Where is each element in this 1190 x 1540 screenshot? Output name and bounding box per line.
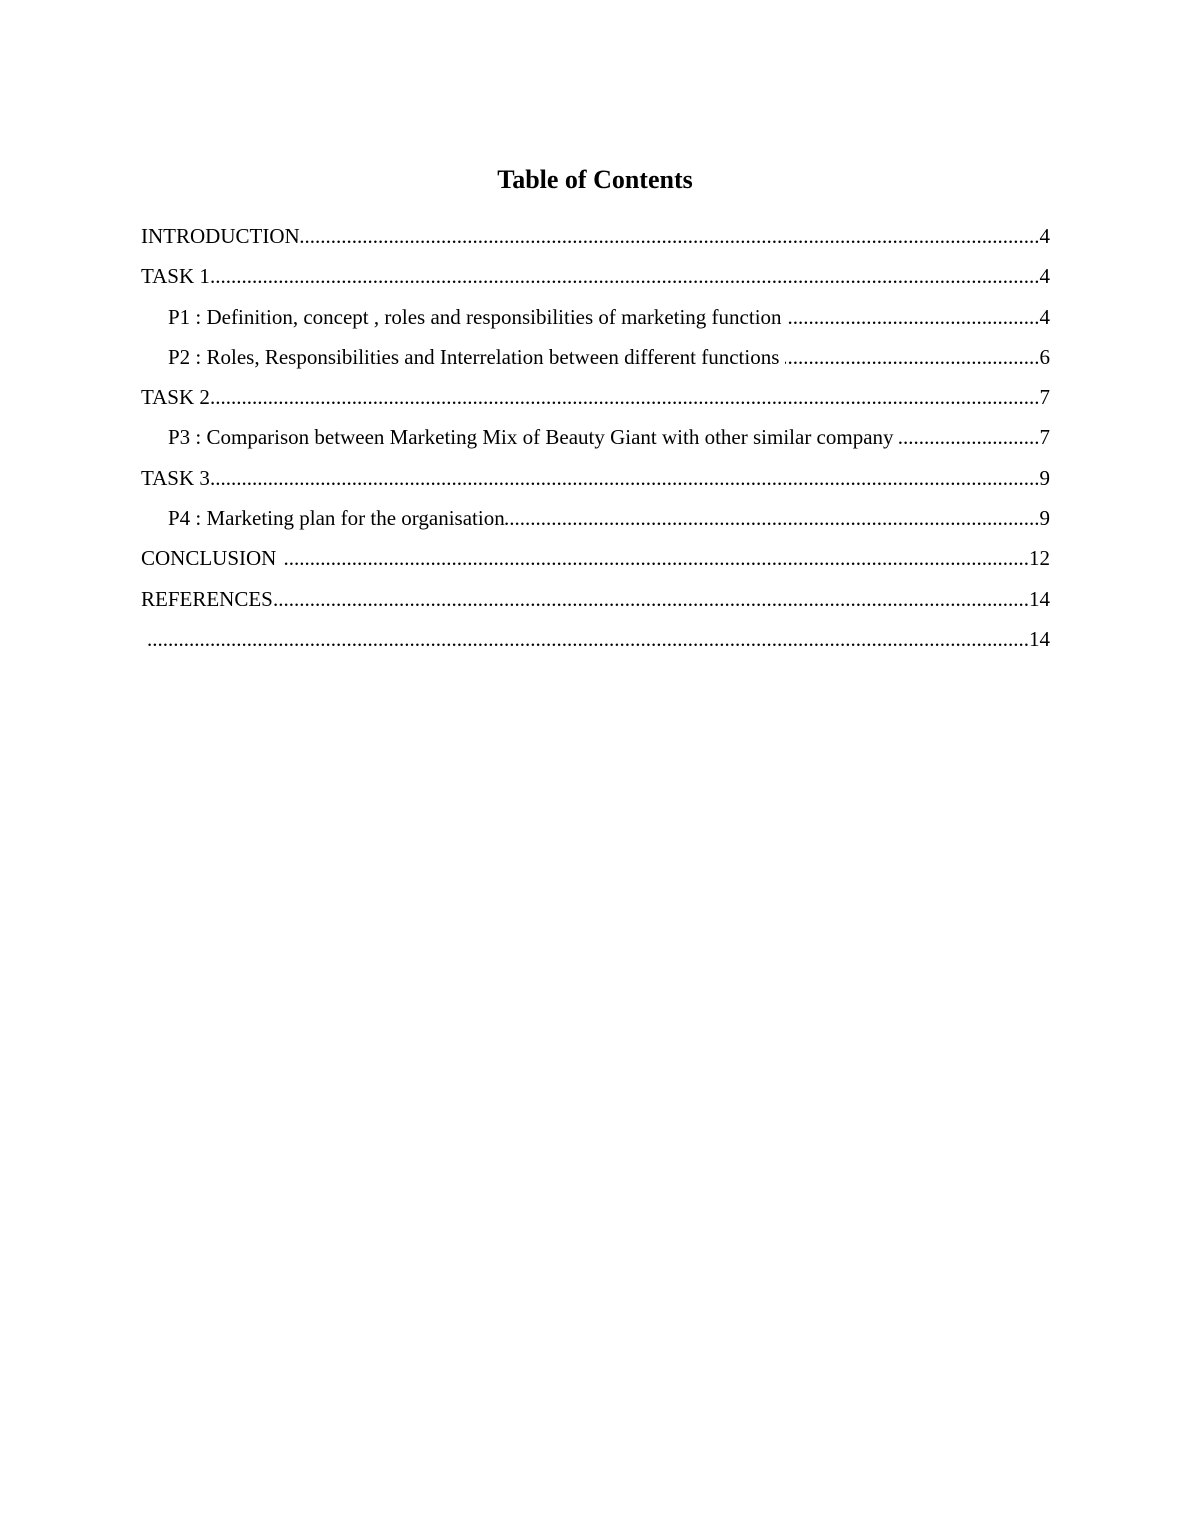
toc-entry-page: 4	[1039, 224, 1050, 248]
toc-entry-page: 14	[1029, 586, 1050, 611]
toc-leader	[146, 619, 1029, 659]
toc-entry[interactable]	[141, 337, 1050, 377]
toc-leader	[787, 297, 1040, 337]
toc-title: Table of Contents	[497, 165, 693, 194]
toc-entry[interactable]	[141, 619, 1050, 659]
toc-entry-page: 7	[1039, 385, 1050, 410]
toc-leader	[273, 579, 1029, 619]
toc-entry[interactable]	[141, 256, 1050, 296]
toc-entry-page: 4	[1039, 264, 1050, 289]
toc-entry-text: P2 : Roles, Responsibilities and Interrelation between different functions	[168, 344, 785, 369]
toc-entry[interactable]	[141, 498, 1050, 538]
toc-entry-text: REFERENCES	[141, 586, 273, 611]
toc-entry-page: 9	[1039, 506, 1050, 531]
toc-entry-page: 4	[1039, 304, 1050, 329]
toc-leader	[505, 498, 1040, 538]
toc-entry-page: 14	[1029, 626, 1050, 651]
toc-entry-text: TASK 2	[141, 385, 210, 410]
toc-entry-page: 6	[1039, 344, 1050, 369]
toc-entry-page: 12	[1029, 546, 1050, 571]
toc-entry-text: P1 : Definition, concept , roles and responsibilities of marketing function	[168, 304, 787, 329]
toc-leader	[210, 256, 1040, 296]
toc-entry-text: INTRODUCTION	[141, 224, 300, 248]
toc-entry[interactable]	[141, 377, 1050, 417]
toc-entry[interactable]	[141, 417, 1050, 457]
toc-leader	[300, 216, 1040, 256]
toc-leader	[899, 417, 1040, 457]
toc-leader	[785, 337, 1040, 377]
toc-entry-page: 9	[1039, 465, 1050, 490]
toc-entry-text: TASK 3	[141, 465, 210, 490]
toc-leader	[282, 538, 1029, 578]
toc-entry[interactable]	[141, 297, 1050, 337]
toc-entry[interactable]	[141, 458, 1050, 498]
toc-leader	[210, 377, 1040, 417]
toc-entry[interactable]	[141, 216, 1050, 256]
toc-entry-text: TASK 1	[141, 264, 210, 289]
toc-entry-text: P4 : Marketing plan for the organisation	[168, 506, 505, 531]
toc-entry[interactable]	[141, 538, 1050, 578]
toc-list	[141, 216, 1050, 659]
toc-entry-text: CONCLUSION	[141, 546, 282, 571]
toc-leader	[210, 458, 1040, 498]
toc-entry-page: 7	[1039, 425, 1050, 450]
toc-entry[interactable]	[141, 579, 1050, 619]
toc-entry-text: P3 : Comparison between Marketing Mix of Beauty Giant with other similar company	[168, 425, 899, 450]
